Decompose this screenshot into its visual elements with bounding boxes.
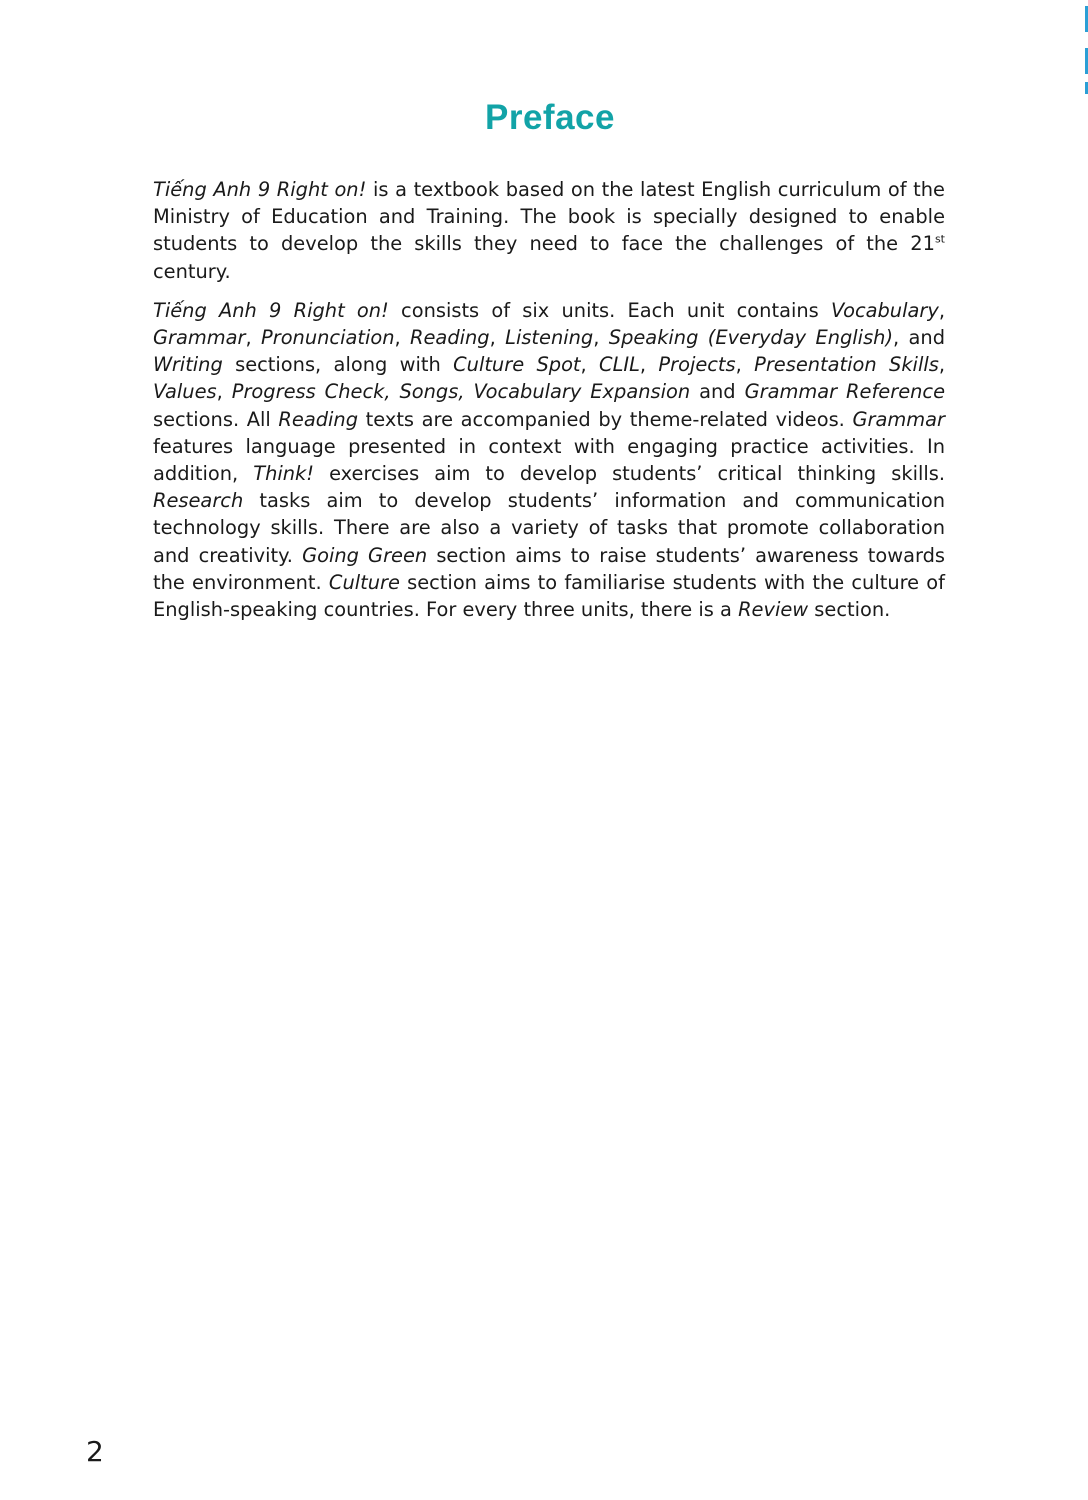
paragraph-text: exercises aim to develop students’ critical thinking skills. <box>314 462 946 486</box>
paragraph-text: , <box>216 380 232 404</box>
paragraph-text: features language presented in context with engaging practice activities. In addition, <box>153 434 945 486</box>
paragraph-text: section. <box>808 598 891 622</box>
paragraph-text: , <box>489 326 506 350</box>
preface-paragraph-2 <box>153 297 945 623</box>
section-name: Think! <box>253 462 315 486</box>
section-name: Speaking (Everyday English) <box>608 326 894 350</box>
section-name: Culture <box>328 570 400 594</box>
section-name: Presentation Skills <box>754 353 939 377</box>
page-title: Preface <box>485 98 615 137</box>
paragraph-text: section aims to raise students’ awareness towards the environment. <box>153 543 946 594</box>
ordinal-suffix: st <box>934 232 945 246</box>
book-title: Tiếng Anh 9 Right on! <box>153 178 367 201</box>
paragraph-text: and <box>690 380 745 404</box>
paragraph-text: , <box>639 353 659 377</box>
section-name: Review <box>738 598 809 622</box>
section-name: Vocabulary <box>830 298 939 322</box>
paragraph-text: , <box>938 353 945 377</box>
section-name: Reading <box>410 326 490 350</box>
paragraph-text: , <box>735 353 755 377</box>
paragraph-text: sections. All <box>153 407 279 431</box>
section-name: Values <box>153 380 217 404</box>
section-name: Research <box>153 489 244 513</box>
preface-body <box>153 176 945 635</box>
paragraph-text: , <box>580 353 600 377</box>
section-name: Projects <box>658 353 736 377</box>
page-number: 2 <box>86 1435 104 1468</box>
section-name: CLIL <box>599 353 640 377</box>
section-name: Grammar Reference <box>744 380 946 404</box>
paragraph-text: is a textbook based on the latest English curriculum of the Ministry of Education and Training. The book is specially designed to enable students to develop the skills they need to face the challenges of the 21 <box>153 178 945 256</box>
paragraph-text: , <box>394 326 411 350</box>
paragraph-text: , <box>245 326 262 350</box>
paragraph-text: , <box>593 326 609 350</box>
paragraph-text: texts are accompanied by theme-related videos. <box>358 407 853 431</box>
paragraph-text: section aims to familiarise students with the culture of English-speaking countries. For every three units, there is a <box>153 570 945 622</box>
paragraph-text: , and <box>893 326 946 350</box>
section-name: Progress Check, Songs, Vocabulary Expansion <box>231 380 691 404</box>
section-name: Grammar <box>852 407 945 431</box>
section-name: Writing <box>153 353 223 377</box>
paragraph-text: consists of six units. Each unit contains <box>388 298 831 322</box>
section-name: Going Green <box>302 543 428 567</box>
section-name: Grammar <box>153 326 246 350</box>
paragraph-text: , <box>938 298 945 322</box>
paragraph-text: tasks aim to develop students’ information and communication technology skills. There are also a variety of tasks that promote collaboration and creativity. <box>153 489 945 567</box>
section-name: Pronunciation <box>261 326 395 350</box>
preface-paragraph-1 <box>153 176 945 285</box>
section-name: Listening <box>505 326 594 350</box>
section-name: Culture Spot <box>453 353 581 377</box>
section-name: Reading <box>278 407 359 431</box>
paragraph-text: sections, along with <box>222 353 454 377</box>
paragraph-text: century. <box>153 259 231 283</box>
book-title: Tiếng Anh 9 Right on! <box>153 298 389 322</box>
